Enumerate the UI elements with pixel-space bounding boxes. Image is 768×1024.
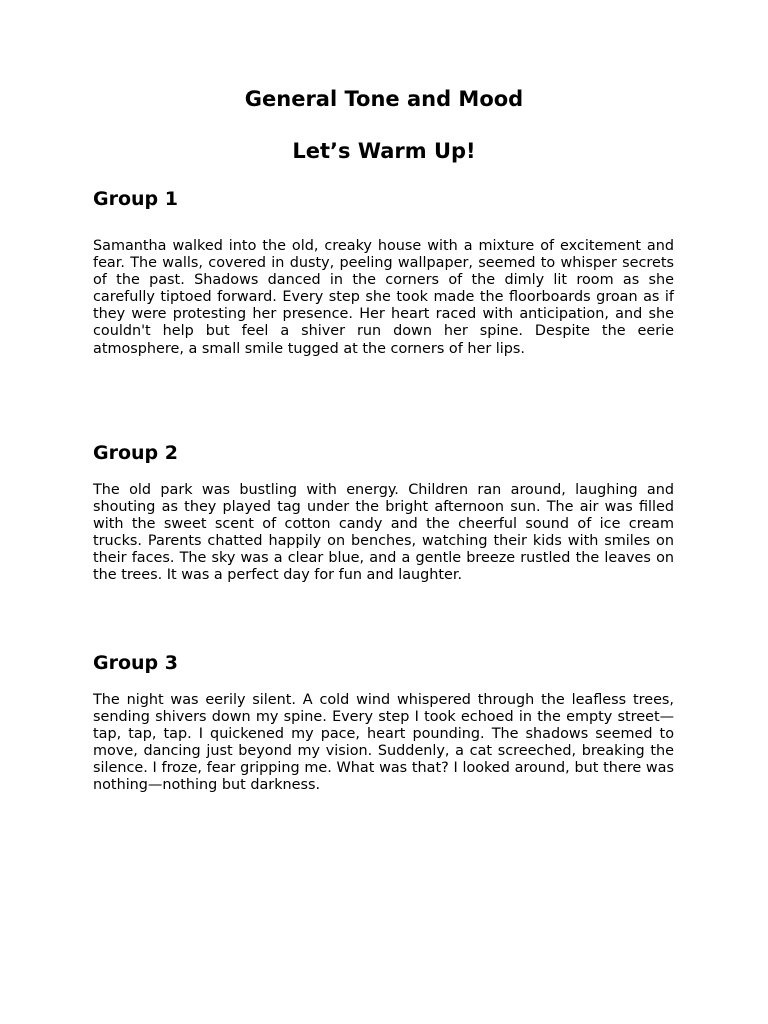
group-1-paragraph: Samantha walked into the old, creaky house with a mixture of excitement and fear. The walls, covered in dusty, peeling wallpaper, seemed to whisper secrets of the past. Shadows danced in the corners of the dimly lit room as she carefully tiptoed forward. Every step she took made the floorboards groan as if they were protesting her presence. Her heart raced with anticipation, and she couldn't help but feel a shiver run down her spine. Despite the eerie atmosphere, a small smile tugged at the corners of her lips. xyxy=(93,238,674,357)
group-2-heading: Group 2 xyxy=(93,442,178,464)
group-3-paragraph: The night was eerily silent. A cold wind whispered through the leafless trees, sending shivers down my spine. Every step I took echoed in the empty street—tap, tap, tap. I quickened my pace, heart pounding. The shadows seemed to move, dancing just beyond my vision. Suddenly, a cat screeched, breaking the silence. I froze, fear gripping me. What was that? I looked around, but there was nothing—nothing but darkness. xyxy=(93,692,674,794)
page-subtitle: Let’s Warm Up! xyxy=(292,139,476,163)
group-1-heading: Group 1 xyxy=(93,188,178,210)
page-title: General Tone and Mood xyxy=(244,87,524,111)
group-2-paragraph: The old park was bustling with energy. Children ran around, laughing and shouting as they played tag under the bright afternoon sun. The air was filled with the sweet scent of cotton candy and the cheerful sound of ice cream trucks. Parents chatted happily on benches, watching their kids with smiles on their faces. The sky was a clear blue, and a gentle breeze rustled the leaves on the trees. It was a perfect day for fun and laughter. xyxy=(93,482,674,584)
group-3-heading: Group 3 xyxy=(93,652,178,674)
